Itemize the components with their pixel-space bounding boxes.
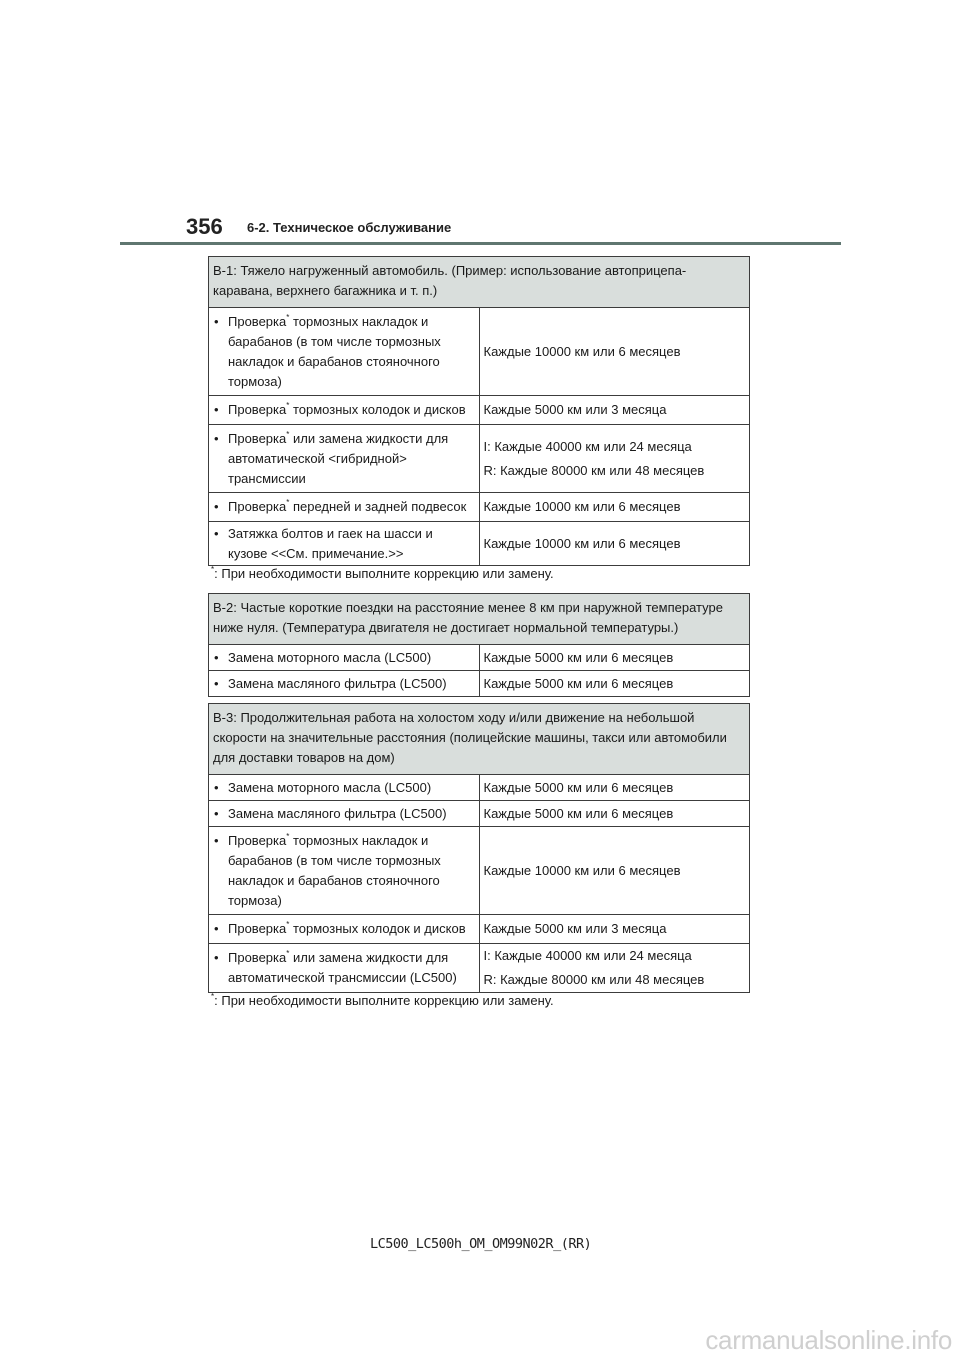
table-heading: B-2: Частые короткие поездки на расстояние менее 8 км при наружной температуре ниже нуля. (Температура двигателя не достигает нормальной температуры.) [209, 594, 750, 645]
maintenance-item: Проверка* тормозных накладок и барабанов (в том числе тормозных накладок и барабанов стояночного тормоза) [228, 831, 441, 908]
table-row [209, 522, 750, 566]
watermark: carmanualsonline.info [705, 1325, 952, 1355]
bullet-icon: • [214, 313, 219, 329]
interval: Каждые 5000 км или 3 месяца [479, 915, 750, 944]
interval: Каждые 10000 км или 6 месяцев [479, 308, 750, 396]
maintenance-item: Проверка* или замена жидкости для автоматической трансмиссии (LC500) [228, 949, 457, 985]
table-row [209, 775, 750, 801]
table-row [209, 801, 750, 827]
table-row [209, 645, 750, 671]
maintenance-item: Проверка* или замена жидкости для автоматической <гибридной> трансмиссии [228, 429, 449, 486]
table-heading: B-3: Продолжительная работа на холостом ходу и/или движение на небольшой скорости на значительные расстояния (полицейские машины, такси или автомобили для доставки товаров на дом) [209, 704, 750, 775]
interval: Каждые 10000 км или 6 месяцев [479, 522, 750, 566]
maintenance-item: Проверка* тормозных накладок и барабанов (в том числе тормозных накладок и барабанов стояночного тормоза) [228, 312, 441, 389]
interval: Каждые 5000 км или 3 месяца [479, 396, 750, 425]
maintenance-item: Замена моторного масла (LC500) [228, 649, 432, 665]
table-row [209, 915, 750, 944]
maintenance-item: Проверка* тормозных колодок и дисков [228, 920, 466, 936]
interval: Каждые 5000 км или 6 месяцев [479, 801, 750, 827]
bullet-icon: • [214, 402, 219, 417]
interval: I: Каждые 40000 км или 24 месяца R: Каждые 80000 км или 48 месяцев [479, 425, 750, 493]
table-heading: B-1: Тяжело нагруженный автомобиль. (Пример: использование автоприцепа-каравана, верхнего багажника и т. п.) [209, 257, 750, 308]
header-rule [120, 242, 841, 245]
interval: Каждые 5000 км или 6 месяцев [479, 671, 750, 697]
bullet-icon: • [214, 675, 219, 691]
page-number: 356 [186, 214, 223, 239]
table-row [209, 308, 750, 396]
table-b1 [208, 256, 750, 566]
footnote: *: При необходимости выполните коррекцию или замену. [211, 992, 554, 1008]
table-b3 [208, 703, 750, 993]
bullet-icon: • [214, 649, 219, 665]
maintenance-item: Замена масляного фильтра (LC500) [228, 805, 447, 821]
table-row [209, 827, 750, 915]
interval: Каждые 10000 км или 6 месяцев [479, 493, 750, 522]
table-row [209, 396, 750, 425]
document-code: LC500_LC500h_OM_OM99N02R_(RR) [370, 1236, 592, 1252]
table-row [209, 425, 750, 493]
table-row [209, 944, 750, 993]
table-b2 [208, 593, 750, 697]
bullet-icon: • [214, 525, 219, 541]
bullet-icon: • [214, 832, 219, 848]
section-title: 6-2. Техническое обслуживание [247, 220, 452, 235]
bullet-icon: • [214, 499, 219, 514]
table-row [209, 493, 750, 522]
maintenance-item: Затяжка болтов и гаек на шасси и кузове <<См. примечание.>> [228, 525, 433, 561]
interval: I: Каждые 40000 км или 24 месяца R: Каждые 80000 км или 48 месяцев [479, 944, 750, 993]
bullet-icon: • [214, 430, 219, 446]
interval: Каждые 10000 км или 6 месяцев [479, 827, 750, 915]
bullet-icon: • [214, 921, 219, 936]
bullet-icon: • [214, 950, 219, 965]
footnote: *: При необходимости выполните коррекцию или замену. [211, 565, 554, 581]
interval: Каждые 5000 км или 6 месяцев [479, 645, 750, 671]
interval: Каждые 5000 км или 6 месяцев [479, 775, 750, 801]
maintenance-item: Замена моторного масла (LC500) [228, 779, 432, 795]
table-row [209, 671, 750, 697]
bullet-icon: • [214, 779, 219, 795]
maintenance-item: Проверка* тормозных колодок и дисков [228, 401, 466, 417]
maintenance-item: Проверка* передней и задней подвесок [228, 498, 467, 514]
maintenance-item: Замена масляного фильтра (LC500) [228, 675, 447, 691]
bullet-icon: • [214, 805, 219, 821]
